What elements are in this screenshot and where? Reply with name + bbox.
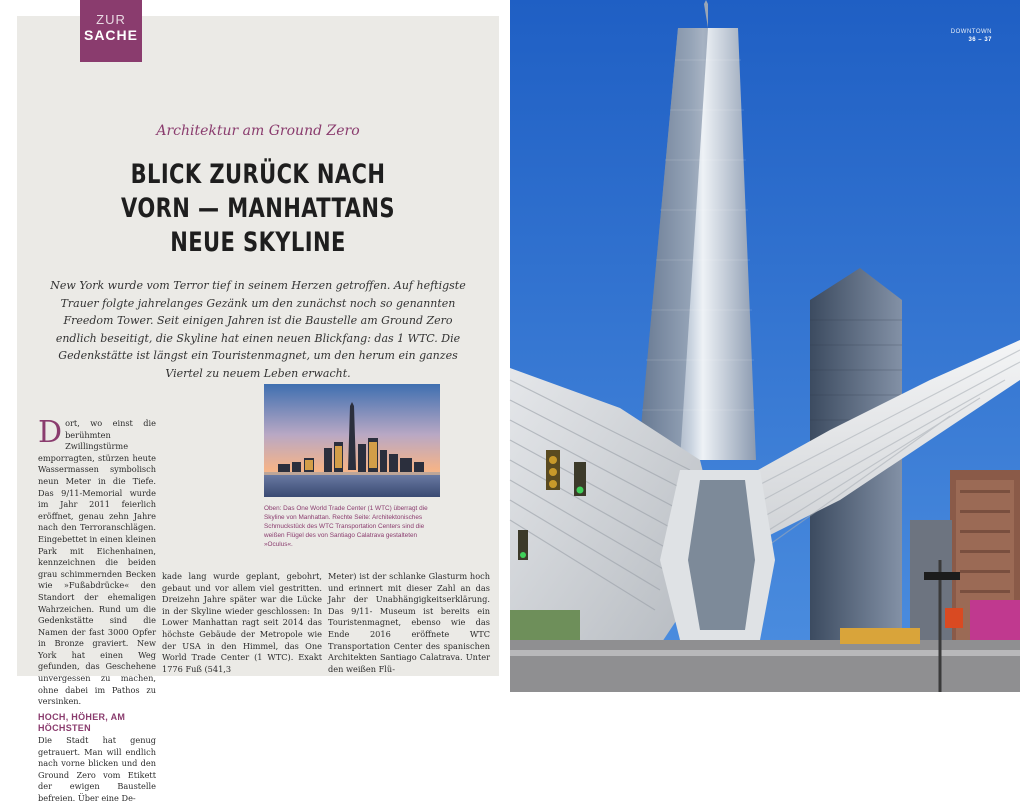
dropcap: D [38,415,63,450]
page-folio [951,28,992,44]
body-paragraph-2: Die Stadt hat genug getrauert. Man will endlich nach vorne blicken und den Ground Zero vom Etikett der ewigen Baustelle befreien. Über eine De- [38,735,156,803]
folio-pages: 36 – 37 [968,37,992,43]
body-paragraph-3: kade lang wurde geplant, gebohrt, gebaut und vor allem viel gestritten. Dreizehn Jahre später war die Lücke in der Skyline wieder geschlossen: In Lower Manhattan ragt seit 2014 das höchste Gebäude der Metropole wie der USA in den Himmel, das One World Trade Center (1 WTC). Exakt 1776 Fuß (541,3 [162,571,322,674]
headline-line1: BLICK ZURÜCK NACH [130,159,386,190]
headline-line2: VORN — MANHATTANS [121,193,395,224]
headline-line3: NEUE SKYLINE [170,227,346,258]
body-paragraph-1: ort, wo einst die berühmten Zwillingstürme emporragten, stürzen heute Wassermassen symbolisch neun Meter in die Tiefe. Das 9/11-Memorial wurde im Jahr 2011 feierlich eröffnet, genau zehn Jahre nach den Terroranschlägen. Eingebettet in einen kleinen Park mit Eichenhainen, kennzeichnen die beiden grau schimmernden Becken wie »Fußabdrücke« den Standort der ehemaligen Wahrzeichen. Rund um die Gedenkstätte sind die Namen der fast 3000 Opfer in Bronze graviert. New York hat einen Weg gefunden, das Geschehene unvergessen zu machen, ohne dabei im Pathos zu versinken. [38,418,156,707]
body-column-3 [328,571,490,675]
skyline-photo [264,384,440,497]
body-column-2 [162,571,322,675]
photo-caption: Oben: Das One World Trade Center (1 WTC) überragt die Skyline von Manhattan. Rechte Seite: Architektonisches Schmuckstück des WTC Transportation Centers sind die weißen Flügel des von Santiago Calatrava gestalteten »Oculus«. [264,505,428,548]
article-headline [70,158,446,260]
folio-section: DOWNTOWN [950,29,992,35]
section-tag-line1: ZUR [96,12,126,27]
left-page [0,0,510,803]
oculus-photo [510,0,1020,692]
body-column-1 [38,415,156,805]
section-tag [80,0,142,62]
body-subhead: HOCH, HÖHER, AM HÖCHSTEN [38,711,126,734]
body-paragraph-4: Meter) ist der schlanke Glasturm hoch und erinnert mit dieser Zahl an das Jahr der Unabhängigkeitserklärung. Das 9/11- Museum ist bereits ein Touristenmagnet, ebenso wie das Ende 2016 eröffnete WTC Transportation Center des spanischen Architekten Santiago Calatrava. Unter den weißen Flü- [328,571,490,674]
section-tag-line2: SACHE [83,27,138,43]
article-kicker: Architektur am Ground Zero [156,123,360,139]
article-lead: New York wurde vom Terror tief in seinem Herzen getroffen. Auf heftigste Trauer folgte jahrelanges Gezänk um den zunächst noch so genannten Freedom Tower. Seit einigen Jahren ist die Baustelle am Ground Zero endlich beseitigt, die Skyline hat einen neuen Blickfang: das 1 WTC. Die Gedenkstätte ist längst ein Touristenmagnet, um den herum ein ganzes Viertel zu neuem Leben erwacht. [50,279,466,380]
